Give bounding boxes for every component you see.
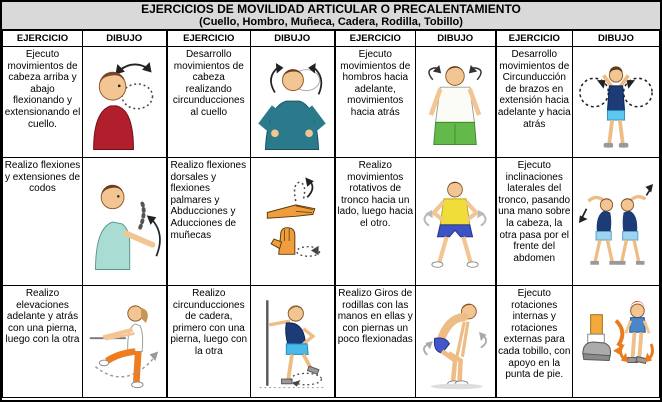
woman-leg-swings-drawing <box>86 290 162 394</box>
drawing-cell <box>416 286 496 398</box>
drawing-cell <box>83 286 167 398</box>
title-block <box>2 2 660 30</box>
exercises-table <box>2 30 660 398</box>
drawing-cell <box>251 47 335 158</box>
drawing-cell <box>416 158 496 286</box>
page-subtitle: (Cuello, Hombro, Muñeca, Cadera, Rodilla, Tobillo) <box>199 16 463 28</box>
man-neck-flexion-extension-drawing <box>86 51 162 153</box>
drawing-cell <box>251 158 335 286</box>
drawing-cell <box>573 47 660 158</box>
header-dibujo-4: DIBUJO <box>573 31 660 47</box>
hands-wrist-flexion-drawing <box>254 170 330 274</box>
exercise-text-cell: Ejecuto movimientos de cabeza arriba y abajo flexionando y extensionando el cuello. <box>3 47 83 158</box>
man-trunk-rotation-drawing <box>418 168 492 276</box>
header-dibujo-2: DIBUJO <box>251 31 335 47</box>
exercise-text-cell: Desarrollo movimientos de cabeza realizando circunducciones al cuello <box>167 47 251 158</box>
drawing-cell <box>83 158 167 286</box>
drawing-cell <box>83 47 167 158</box>
drawing-cell <box>573 158 660 286</box>
header-ejercicio-4: EJERCICIO <box>496 31 573 47</box>
man-shoulder-rolls-drawing <box>418 52 492 152</box>
drawing-cell <box>416 47 496 158</box>
drawing-cell <box>251 286 335 398</box>
figures-lateral-trunk-bend-drawing <box>578 168 654 276</box>
exercise-text-cell: Ejecuto movimientos de hombros hacia adelante, movimientos hacia atrás <box>335 47 416 158</box>
table-row <box>3 47 660 158</box>
exercise-text-cell: Ejecuto rotaciones internas y rotaciones externas para cada tobillo, con apoyo en la punta de pie. <box>496 286 573 398</box>
man-neck-circumduction-drawing <box>254 51 330 153</box>
figure-arm-circumduction-drawing <box>578 50 654 154</box>
header-ejercicio-1: EJERCICIO <box>3 31 83 47</box>
header-ejercicio-3: EJERCICIO <box>335 31 416 47</box>
table-row <box>3 158 660 286</box>
exercise-text-cell: Realizo Giros de rodillas con las manos en ellas y con piernas un poco flexionadas <box>335 286 416 398</box>
man-hip-circumduction-drawing <box>254 290 330 394</box>
header-row <box>3 31 660 47</box>
exercise-text-cell: Ejecuto inclinaciones laterales del tronco, pasando una mano sobre la cabeza, la otra pasa por el frente del abdomen <box>496 158 573 286</box>
exercise-text-cell: Realizo flexiones dorsales y flexiones palmares y Abducciones y Aducciones de muñecas <box>167 158 251 286</box>
header-ejercicio-2: EJERCICIO <box>167 31 251 47</box>
drawing-cell <box>573 286 660 398</box>
exercise-text-cell: Desarrollo movimientos de Circunducción de brazos en extensión hacia adelante y hacia atrás <box>496 47 573 158</box>
foot-ankle-rotations-drawing <box>577 290 655 394</box>
man-elbow-flexion-drawing <box>86 170 162 274</box>
exercise-text-cell: Realizo circunducciones de cadera, primero con una pierna, luego con la otra <box>167 286 251 398</box>
man-knee-circles-drawing <box>418 290 492 394</box>
page-title: EJERCICIOS DE MOVILIDAD ARTICULAR O PRECALENTAMIENTO <box>141 2 521 16</box>
exercise-text-cell: Realizo elevaciones adelante y atrás con una pierna, luego con la otra <box>3 286 83 398</box>
header-dibujo-1: DIBUJO <box>83 31 167 47</box>
exercise-text-cell: Realizo flexiones y extensiones de codos <box>3 158 83 286</box>
header-dibujo-3: DIBUJO <box>416 31 496 47</box>
table-row <box>3 286 660 398</box>
exercise-text-cell: Realizo movimientos rotativos de tronco hacia un lado, luego hacia el otro. <box>335 158 416 286</box>
